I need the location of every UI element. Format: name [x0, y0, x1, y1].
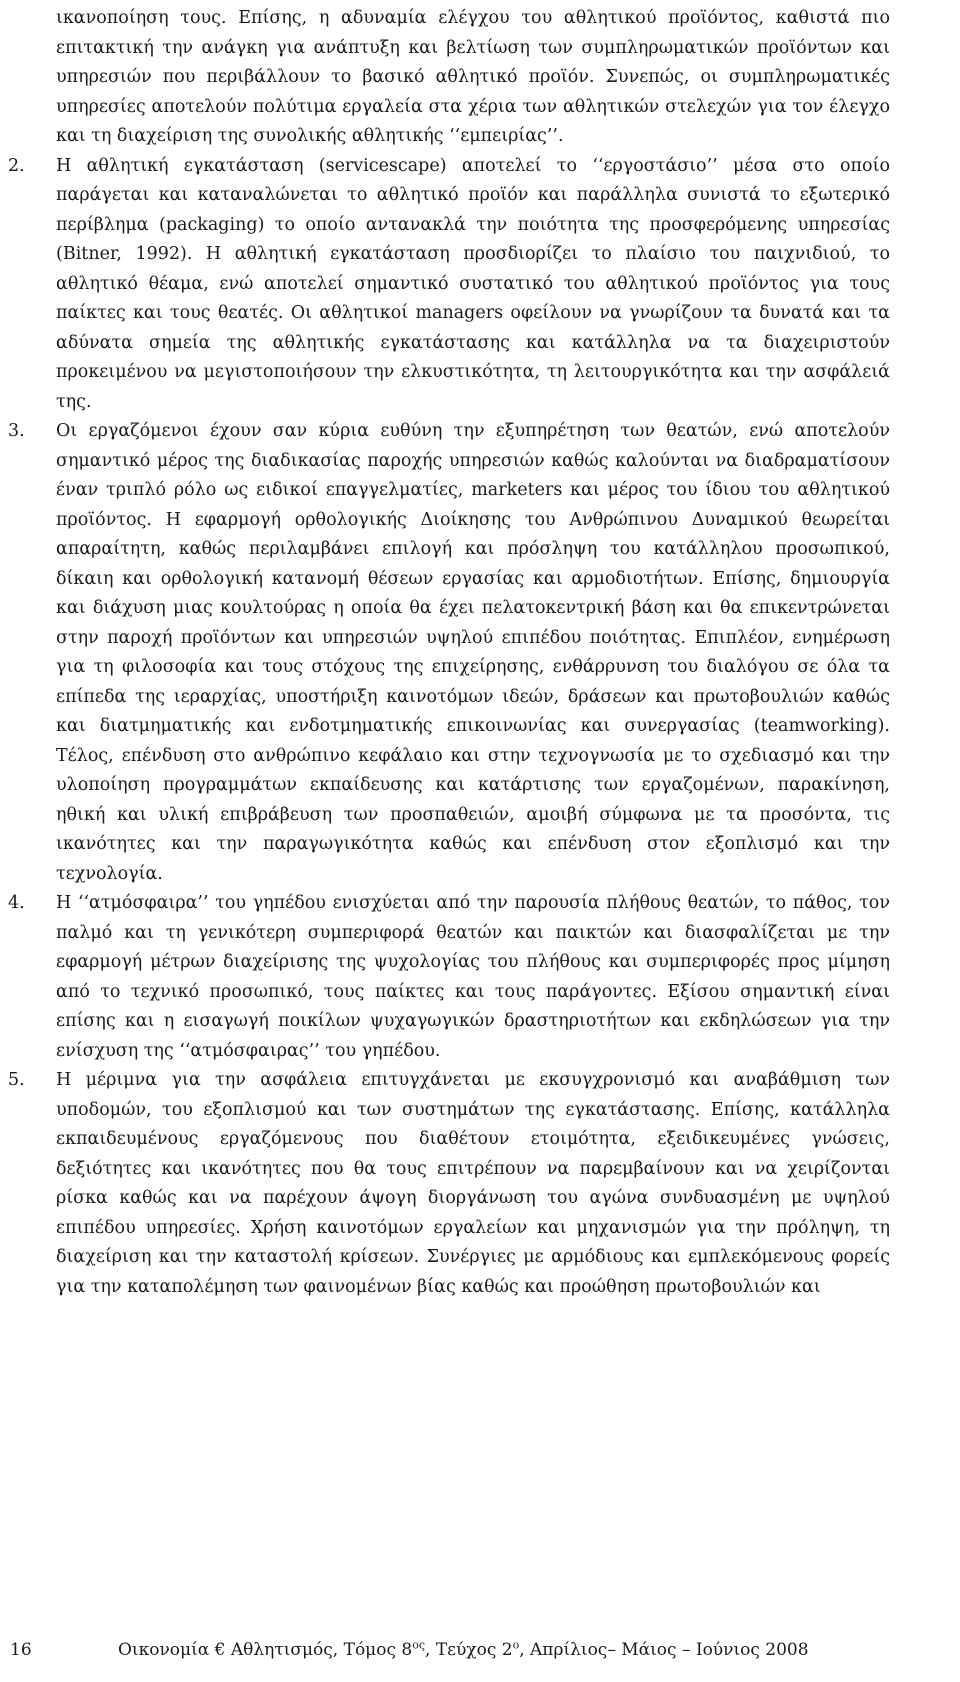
- list-item-text: Η μέριμνα για την ασφάλεια επιτυγχάνεται με εκσυγχρονισμό και αναβάθμιση των υποδομών, του εξοπλισμού και των συστημάτων της εγκατάστασης. Επίσης, κατάλληλα εκπαιδευμένους εργαζόμενους που διαθέτουν ετοιμότητα, εξειδικευμένες γνώσεις, δεξιότητες και ικανότητες που θα τους επιτρέπουν να παρεμβαίνουν και να χειρίζονται ρίσκα καθώς και να παρέχουν άψογη διοργάνωση του αγώνα συνδυασμένη με υψηλού επιπέδου υπηρεσίες. Χρήση καινοτόμων εργαλείων και μηχανισμών για την πρόληψη, τη διαχείριση και την καταστολή κρίσεων. Συνέργιες με αρμόδιους και εμπλεκόμενους φορείς για την καταπολέμηση των φαινομένων βίας καθώς και προώθηση πρωτοβουλιών και: [56, 1070, 890, 1297]
- date-text: , Απρίλιος– Μάιος – Ιούνιος 2008: [519, 1640, 809, 1660]
- issue-suffix: ο: [512, 1638, 520, 1652]
- list-item-5: [8, 1066, 890, 1302]
- list-item-4: [8, 889, 890, 1066]
- volume-suffix: ος: [412, 1638, 426, 1652]
- list-item-text: Η αθλητική εγκατάσταση (servicescape) αποτελεί το ‘‘εργοστάσιο’’ μέσα στο οποίο παράγεται και καταναλώνεται το αθλητικό προϊόν και παράλληλα συνιστά το εξωτερικό περίβλημα (packaging) το οποίο αντανακλά την ποιότητα της προσφερόμενης υπηρεσίας (Bitner, 1992). Η αθλητική εγκατάσταση προσδιορίζει το πλαίσιο του παιχνιδιού, το αθλητικό θέαμα, ενώ αποτελεί σημαντικό συστατικό του αθλητικού προϊόντος για τους παίκτες και τους θεατές. Οι αθλητικοί managers οφείλουν να γνωρίζουν τα δυνατά και τα αδύνατα σημεία της αθλητικής εγκατάστασης και κατάλληλα να τα διαχειριστούν προκειμένου να μεγιστοποιήσουν την ελκυστικότητα, τη λειτουργικότητα και την ασφάλειά της.: [56, 155, 890, 412]
- issue-text: , Τεύχος 2: [425, 1640, 513, 1660]
- list-number: 5.: [8, 1070, 25, 1090]
- list-item-text: Οι εργαζόμενοι έχουν σαν κύρια ευθύνη την εξυπηρέτηση των θεατών, ενώ αποτελούν σημαντικό μέρος της διαδικασίας παροχής υπηρεσιών καθώς καλούνται να διαδραματίσουν έναν τριπλό ρόλο ως ειδικοί επαγγελματίες, marketers και μέρος του ίδιου του αθλητικού προϊόντος. Η εφαρμογή ορθολογικής Διοίκησης του Ανθρώπινου Δυναμικού θεωρείται απαραίτητη, καθώς περιλαμβάνει επιλογή και πρόσληψη του κατάλληλου προσωπικού, δίκαιη και ορθολογική κατανομή θέσεων εργασίας και αρμοδιοτήτων. Επίσης, δημιουργία και διάχυση μιας κουλτούρας η οποία θα έχει πελατοκεντρική βάση και θα επικεντρώνεται στην παροχή προϊόντων και υπηρεσιών υψηλού επιπέδου ποιότητας. Επιπλέον, ενημέρωση για τη φιλοσοφία και τους στόχους της επιχείρησης, ενθάρρυνση του διαλόγου σε όλα τα επίπεδα της ιεραρχίας, υποστήριξη καινοτόμων ιδεών, δράσεων και πρωτοβουλιών καθώς και διατμηματικής και ενδοτμηματικής επικοινωνίας και συνεργασίας (teamworking). Τέλος, επένδυση στο ανθρώπινο κεφάλαιο και στην τεχνογνωσία με το σχεδιασμό και την υλοποίηση προγραμμάτων εκπαίδευσης και κατάρτισης των εργαζομένων, παρακίνηση, ηθική και υλική επιβράβευση των προσπαθειών, αμοιβή σύμφωνα με τα προσόντα, τις ικανότητες και την παραγωγικότητα καθώς και επένδυση στον εξοπλισμό και την τεχνολογία.: [56, 421, 890, 884]
- page-body: [8, 4, 890, 1302]
- numbered-list: [8, 152, 890, 1303]
- list-number: 3.: [8, 421, 25, 441]
- journal-citation: [118, 1640, 809, 1660]
- journal-prefix: Οικονομία € Αθλητισμός, Τόμος 8: [118, 1640, 413, 1660]
- page-number: 16: [10, 1640, 32, 1660]
- list-item-text: Η ‘‘ατμόσφαιρα’’ του γηπέδου ενισχύεται από την παρουσία πλήθους θεατών, το πάθος, τον παλμό και τη γενικότερη συμπεριφορά θεατών και παικτών και διασφαλίζεται με την εφαρμογή μέτρων διαχείρισης της ψυχολογίας του πλήθους και συμπεριφορές προς μίμηση από το τεχνικό προσωπικό, τους παίκτες και τους παράγοντες. Εξίσου σημαντική είναι επίσης και η εισαγωγή ποικίλων ψυχαγωγικών δραστηριοτήτων και εκδηλώσεων για την ενίσχυση της ‘‘ατμόσφαιρας’’ του γηπέδου.: [56, 893, 890, 1061]
- list-number: 4.: [8, 893, 25, 913]
- intro-paragraph: ικανοποίηση τους. Επίσης, η αδυναμία ελέγχου του αθλητικού προϊόντος, καθιστά πιο επιτακτική την ανάγκη για ανάπτυξη και βελτίωση των συμπληρωματικών προϊόντων και υπηρεσιών που περιβάλλουν το βασικό αθλητικό προϊόν. Συνεπώς, οι συμπληρωματικές υπηρεσίες αποτελούν πολύτιμα εργαλεία στα χέρια των αθλητικών στελεχών για τον έλεγχο και τη διαχείριση της συνολικής αθλητικής ‘‘εμπειρίας’’.: [56, 8, 890, 146]
- page-footer: [0, 1636, 960, 1666]
- list-item-3: [8, 417, 890, 889]
- list-number: 2.: [8, 155, 25, 176]
- list-item-2: [8, 152, 890, 418]
